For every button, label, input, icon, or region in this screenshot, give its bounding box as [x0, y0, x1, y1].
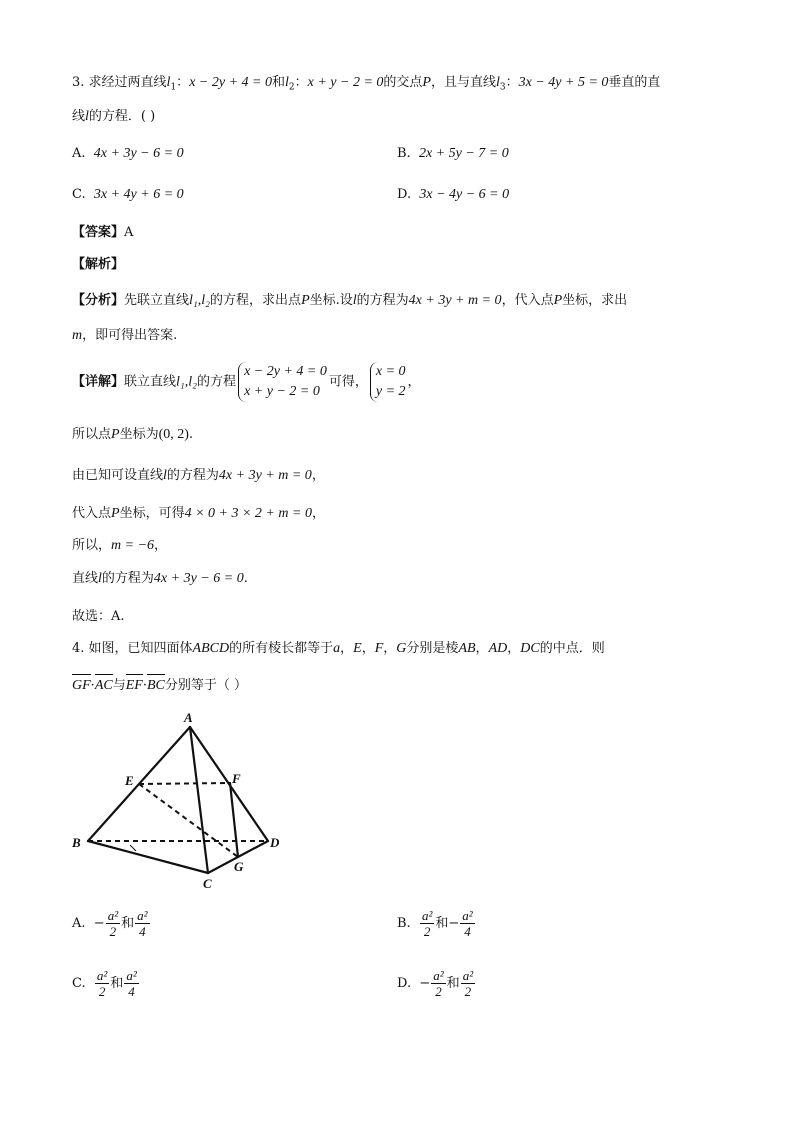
q4-stem-line2: GF·AC与EF·BC分别等于（ ）	[72, 678, 247, 693]
q3-system-equations: x − 2y + 4 = 0 x + y − 2 = 0	[238, 362, 327, 402]
q4-option-d[interactable]: D. − $\frac{\text{a²}}{2}$ 和 $\frac{\text{a²}}{2}$	[397, 968, 474, 999]
q3-eq-l2: x + y − 2 = 0	[307, 75, 384, 90]
vector-ac: AC	[94, 678, 113, 693]
q4-option-a[interactable]: A. − $\frac{\text{a²}}{2}$ 和 $\frac{\text{a²}}{4}$	[72, 908, 148, 939]
label-g: G	[234, 859, 244, 874]
label-b: B	[72, 835, 81, 850]
q3-stem-line1: 3. 求经过两直线$l_1$：x − 2y + 4 = 0和$l_2$：x + y − 2 = 0的交点P，且与直线$l_3$：3x − 4y + 5 = 0垂直的直	[72, 75, 661, 93]
q3-xiangjie-line: 【详解】联立直线l₁,l₂的方程 x − 2y + 4 = 0 x + y − 2 = 0 可得， x = 0 y = 2 ，	[72, 362, 421, 403]
label-e: E	[125, 773, 134, 788]
q4-option-c[interactable]: C. $\frac{\text{a²}}{2}$ 和 $\frac{\text{a²}}{4}$	[72, 968, 137, 999]
q3-eq-l1: x − 2y + 4 = 0	[189, 75, 272, 90]
q3-option-d[interactable]: D. 3x − 4y − 6 = 0	[397, 187, 510, 202]
q3-choose: 故选：A.	[72, 609, 125, 624]
segment-eg-dashed	[139, 784, 238, 857]
q3-step1: 所以点P坐标为(0, 2).	[72, 427, 194, 442]
q3-eq-l3: 3x − 4y + 5 = 0	[518, 75, 609, 90]
q3-analysis-tag: 【解析】	[72, 257, 125, 272]
q3-step4: 所以，m = −6，	[72, 538, 168, 553]
label-a: A	[184, 710, 193, 725]
vector-gf: GF	[72, 678, 91, 693]
segment-ef-dashed	[139, 783, 230, 784]
label-d: D	[270, 835, 280, 850]
q3-answer: 【答案】A	[72, 225, 134, 240]
vector-bc: BC	[146, 678, 165, 693]
tetrahedron-figure	[70, 705, 300, 895]
q3-system-solution: x = 0 y = 2	[370, 362, 406, 402]
q3-stem-line2: 线l的方程．( )	[72, 109, 156, 124]
q3-option-c[interactable]: C. 3x + 4y + 6 = 0	[72, 187, 184, 202]
q3-fenxi-line1: 【分析】先联立直线l₁,l₂的方程，求出点P坐标.设l的方程为4x + 3y + m = 0，代入点P坐标，求出	[72, 293, 628, 308]
q4-option-b[interactable]: B. $\frac{\text{a²}}{2}$ 和− $\frac{\text{a²}}{4}$	[397, 908, 473, 939]
q3-option-a[interactable]: A. 4x + 3y − 6 = 0	[72, 146, 184, 161]
q3-fenxi-line2: m，即可得出答案.	[72, 328, 178, 343]
label-f: F	[232, 771, 241, 786]
edge-bc	[88, 841, 208, 873]
q4-stem-line1: 4. 如图，已知四面体ABCD的所有棱长都等于a，E，F，G分别是棱AB，AD，DC的中点．则	[72, 641, 605, 656]
q3-step3: 代入点P坐标，可得4 × 0 + 3 × 2 + m = 0，	[72, 506, 325, 521]
q3-step2: 由已知可设直线l的方程为4x + 3y + m = 0，	[72, 468, 325, 483]
q3-option-b[interactable]: B. 2x + 5y − 7 = 0	[397, 146, 509, 161]
vector-ef: EF	[125, 678, 143, 693]
q3-step5: 直线l的方程为4x + 3y − 6 = 0.	[72, 571, 248, 586]
label-c: C	[203, 876, 212, 891]
